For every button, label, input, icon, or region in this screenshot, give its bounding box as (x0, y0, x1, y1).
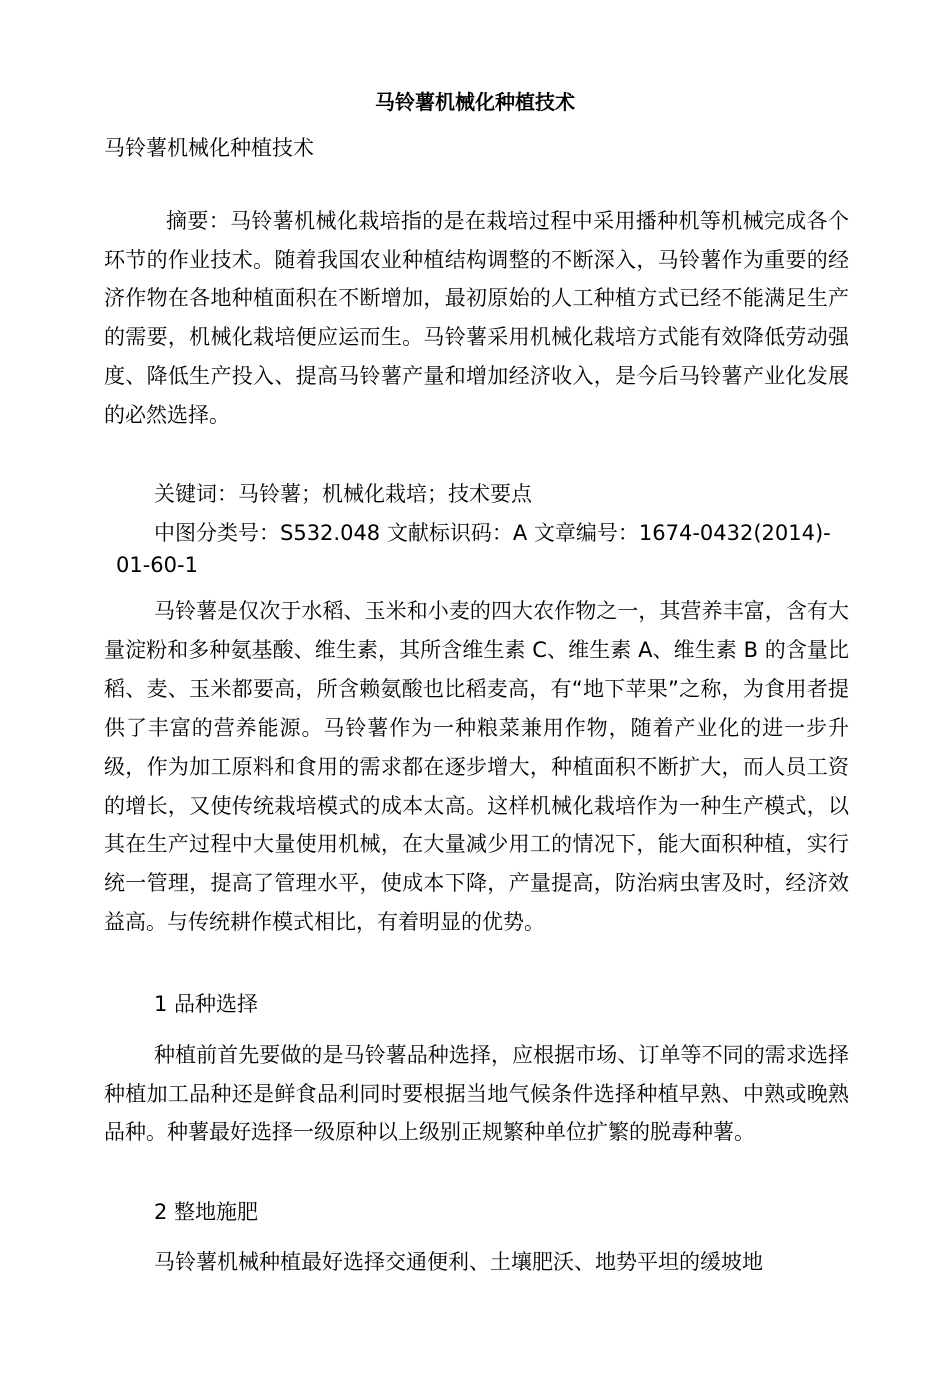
classification-continuation: 01-60-1 (116, 553, 198, 577)
document-title: 马铃薯机械化种植技术 (375, 90, 575, 114)
intro-paragraph: 马铃薯是仅次于水稻、玉米和小麦的四大农作物之一，其营养丰富，含有大量淀粉和多种氨基酸、维生素，其所含维生素 C、维生素 A、维生素 B 的含量比稻、麦、玉米都要高，所含赖氨酸也比稻麦高，有“地下苹果”之称，为食用者提供了丰富的营养能源。马铃薯作为一种粮菜兼用作物，随着产业化的进一步升级，作为加工原料和食用的需求都在逐步增大，种植面积不断扩大，而人员工资的增长，又使传统栽培模式的成本太高。这样机械化栽培作为一种生产模式，以其在生产过程中大量使用机械，在大量减少用工的情况下，能大面积种植，实行统一管理，提高了管理水平，使成本下降，产量提高，防治病虫害及时，经济效益高。与传统耕作模式相比，有着明显的优势。 (104, 599, 849, 935)
classification-line: 中图分类号：S532.048 文献标识码：A 文章编号：1674-0432(2014)- (154, 521, 831, 545)
section-heading-soil: 2 整地施肥 (154, 1200, 259, 1224)
section-body-soil: 马铃薯机械种植最好选择交通便利、土壤肥沃、地势平坦的缓坡地 (154, 1250, 763, 1274)
keywords-line: 关键词：马铃薯；机械化栽培；技术要点 (154, 482, 532, 506)
abstract-paragraph: 摘要：马铃薯机械化栽培指的是在栽培过程中采用播种机等机械完成各个环节的作业技术。随着我国农业种植结构调整的不断深入，马铃薯作为重要的经济作物在各地种植面积在不断增加，最初原始的人工种植方式已经不能满足生产的需要，机械化栽培便应运而生。马铃薯采用机械化栽培方式能有效降低劳动强度、降低生产投入、提高马铃薯产量和增加经济收入，是今后马铃薯产业化发展的必然选择。 (104, 209, 849, 427)
document-subtitle: 马铃薯机械化种植技术 (104, 136, 314, 160)
section-heading-variety: 1 品种选择 (154, 992, 259, 1016)
section-body-variety: 种植前首先要做的是马铃薯品种选择，应根据市场、订单等不同的需求选择种植加工品种还是鲜食品利同时要根据当地气候条件选择种植早熟、中熟或晚熟品种。种薯最好选择一级原种以上级别正规繁种单位扩繁的脱毒种薯。 (104, 1043, 849, 1145)
